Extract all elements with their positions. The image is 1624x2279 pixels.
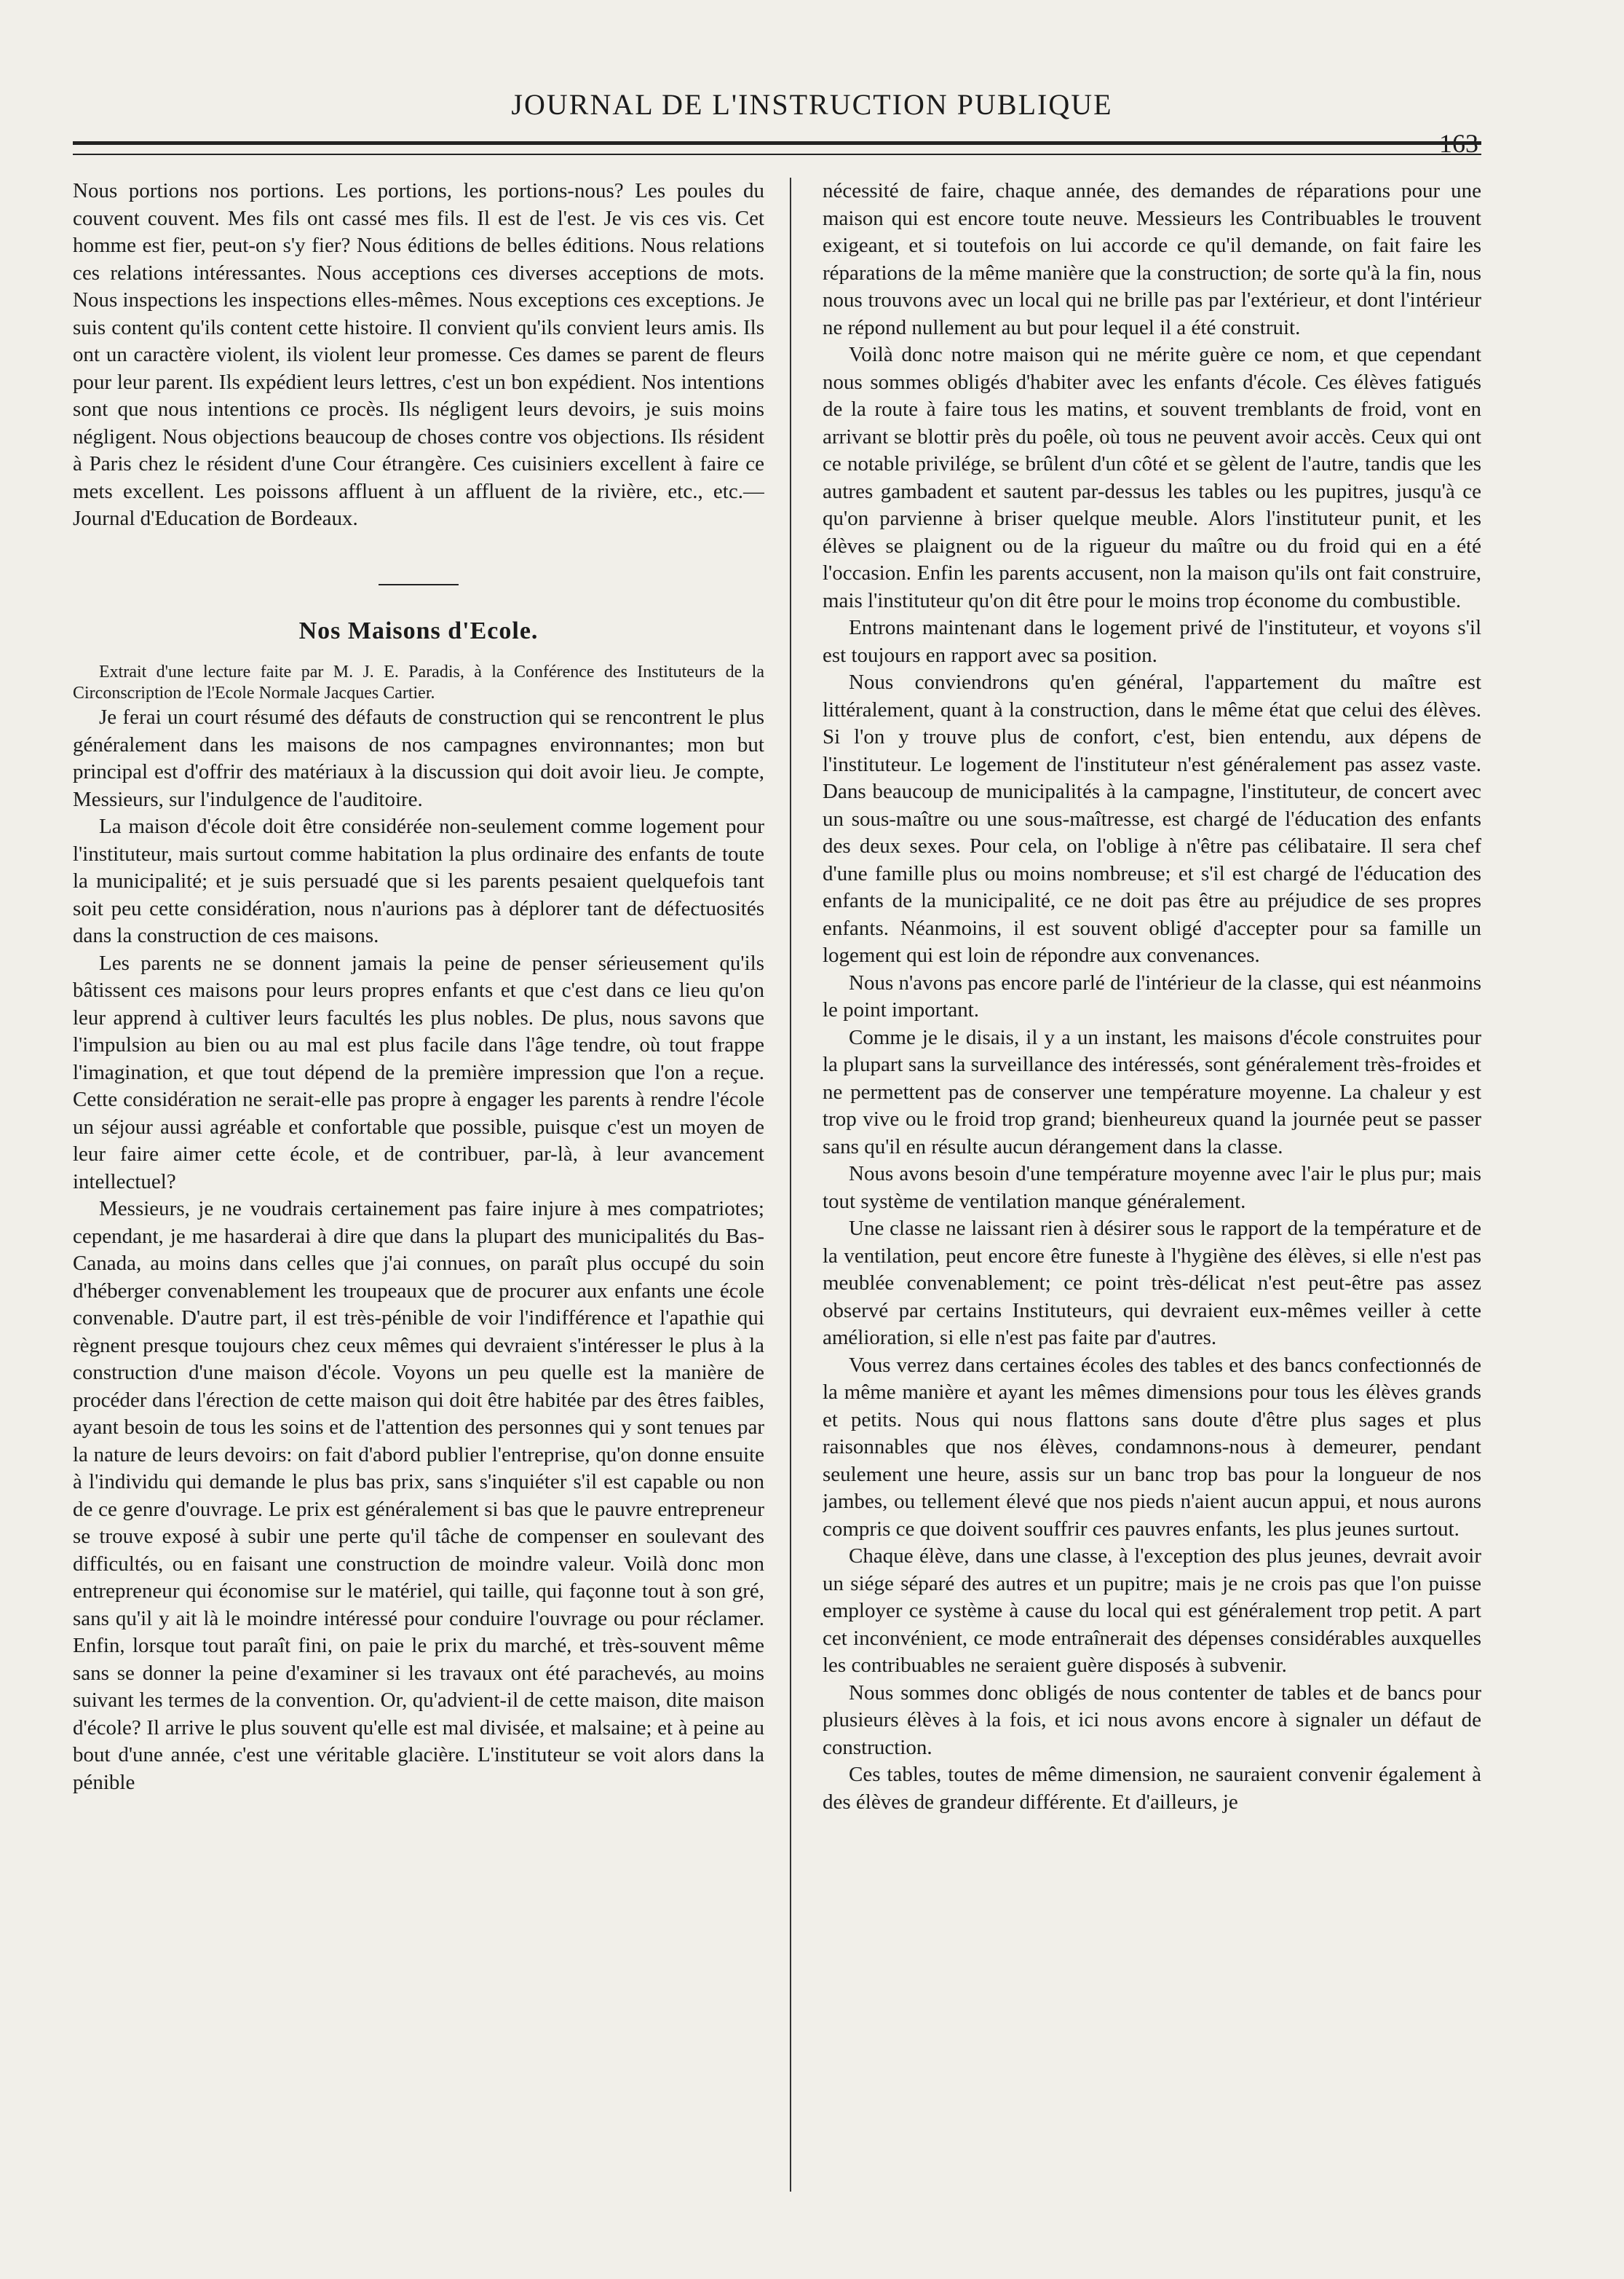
article-paragraph: Nous sommes donc obligés de nous contenter de tables et de bancs pour plusieurs élèves à la fois, et ici nous avons encore à signaler un défaut de construction. [823,1680,1481,1759]
article-paragraph: Vous verrez dans certaines écoles des tables et des bancs confectionnés de la même manière et ayant les mêmes dimensions pour tous les élèves grands et petits. Nous qui nous flattons sans doute d'être plus sages et plus raisonnables que nos élèves, condamnons-nous à demeurer, pendant seulement une heure, assis sur un banc trop bas pour la longueur de nos jambes, ou tellement élevé que nos pieds n'aient aucun appui, et nous aurons compris ce que doivent souffrir ces pauvres enfants, les plus jeunes surtout. [823,1353,1481,1541]
article-paragraph: Je ferai un court résumé des défauts de construction qui se rencontrent le plus généralement dans les maisons de nos campagnes environnantes; mon but principal est d'offrir des matériaux à la discussion qui doit avoir lieu. Je compte, Messieurs, sur l'indulgence de l'auditoire. [73,706,764,811]
left-column [73,178,764,2192]
article-paragraph: Les parents ne se donnent jamais la peine de penser sérieusement qu'ils bâtissent ces maisons pour leurs propres enfants et que c'est dans ce lieu qu'on leur apprend à cultiver leurs facultés les plus nobles. De plus, nous savons que l'impulsion au bien ou au mal est plus facile dans l'âge tendre, où tout frappe l'imagination, et que tout dépend de la première impression que l'on a reçue. Cette considération ne serait-elle pas propre à engager les parents à rendre l'école un séjour aussi agréable et confortable que possible, puisque c'est un moyen de leur faire aimer cette école, et de contribuer, par-là, à leur avancement intellectuel? [73,951,764,1193]
section-separator [379,584,459,585]
page-number: 163 [1439,129,1478,158]
article-paragraph: La maison d'école doit être considérée non-seulement comme logement pour l'instituteur, mais surtout comme habitation la plus ordinaire des enfants de toute la municipalité; et je suis persuadé que si les parents pesaient quelquefois tant soit peu cette considération, nous n'aurions pas à déplorer tant de défectuosités dans la construction de ces maisons. [73,815,764,947]
article-paragraph: Voilà donc notre maison qui ne mérite guère ce nom, et que cependant nous sommes obligés d'habiter avec les enfants d'école. Ces élèves fatigués de la route à faire tous les matins, et souvent tremblants de froid, vont en arrivant se blottir près du poêle, où tous ne peuvent avoir accès. Ceux qui ont ce notable privilége, se brûlent d'un côté et se gèlent de l'autre, tandis que les autres gambadent et sautent par-dessus les tables ou les pupitres, jusqu'à ce qu'on parvienne à briser quelque meuble. Alors l'instituteur punit, et les élèves se plaignent ou de la rigueur du maître ou du froid qui en a été l'occasion. Enfin les parents accusent, non la maison qu'ils ont fait construire, mais l'instituteur qu'on dit être pour le moins trop économe du combustible. [823,343,1481,612]
article-paragraph: Nous avons besoin d'une température moyenne avec l'air le plus pur; mais tout système de ventilation manque généralement. [823,1162,1481,1213]
article-paragraph: Entrons maintenant dans le logement privé de l'instituteur, et voyons s'il est toujours en rapport avec sa position. [823,616,1481,667]
article-paragraph: Une classe ne laissant rien à désirer sous le rapport de la température et de la ventilation, peut encore être funeste à l'hygiène des élèves, si elle n'est pas meublée convenablement; ce point très-délicat n'est peut-être pas assez observé par certains Instituteurs, qui devraient eux-mêmes veiller à cette amélioration, si elle n'est pas faite par d'autres. [823,1217,1481,1349]
article-paragraph: Nous n'avons pas encore parlé de l'intérieur de la classe, qui est néanmoins le point important. [823,971,1481,1022]
article-paragraph: Nous conviendrons qu'en général, l'appartement du maître est littéralement, quant à la construction, dans le même état que celui des élèves. Si l'on y trouve plus de confort, c'est, bien entendu, aux dépens de l'instituteur. Le logement de l'instituteur n'est généralement pas assez vaste. Dans beaucoup de municipalités à la campagne, l'instituteur, de concert avec un sous-maître ou une sous-maîtresse, est chargé de l'éducation des enfants des deux sexes. Pour cela, on l'oblige à n'être pas célibataire. Il sera chef d'une famille plus ou moins nombreuse; et s'il est chargé de l'éducation des enfants de la municipalité, ce ne doit pas être au préjudice de ses propres enfants. Néanmoins, il est souvent obligé d'accepter pour sa famille un logement qui est loin de répondre aux convenances. [823,671,1481,967]
article-paragraph: Comme je le disais, il y a un instant, les maisons d'école construites pour la plupart sans la surveillance des intéressés, sont généralement très-froides et ne permettent pas de conserver une température moyenne. La chaleur y est trop vive ou le froid trop grand; bienheureux quand la journée peut se passer sans qu'il en résulte aucun dérangement dans la classe. [823,1025,1481,1158]
article-subtitle: Extrait d'une lecture faite par M. J. E. Paradis, à la Conférence des Instituteurs de la Circonscription de l'Ecole Normale Jacques Cartier. [73,663,764,703]
text-columns [73,178,1481,2192]
right-column [823,178,1481,2192]
column-divider [790,178,791,2192]
article-paragraph: nécessité de faire, chaque année, des demandes de réparations pour une maison qui est encore toute neuve. Messieurs les Contribuables le trouvent exigeant, et si toutefois on lui accorde ce qu'il demande, on fait faire les réparations de la même manière que la construction; de sorte qu'à la fin, nous nous trouvons avec un local qui ne brille pas par l'extérieur, et dont l'intérieur ne répond nullement au but pour lequel il a été construit. [823,179,1481,339]
header-rule [73,141,1481,155]
article-paragraph: Chaque élève, dans une classe, à l'exception des plus jeunes, devrait avoir un siége séparé des autres et un pupitre; mais je ne crois pas que l'on puisse employer ce système à cause du local qui est généralement trop petit. A part cet inconvénient, ce mode entraînerait des dépenses considérables auxquelles les contribuables ne seraient guère disposés à subvenir. [823,1544,1481,1677]
intro-paragraph: Nous portions nos portions. Les portions, les portions-nous? Les poules du couvent couvent. Mes fils ont cassé mes fils. Il est de l'est. Je vis ces vis. Cet homme est fier, peut-on s'y fier? Nous éditions de belles éditions. Nous relations ces relations intéressantes. Nous acceptions ces diverses acceptions de mots. Nous inspections les inspections elles-mêmes. Nous exceptions ces exceptions. Je suis content qu'ils content cette histoire. Il convient qu'ils convient leurs amis. Ils ont un caractère violent, ils violent leur promesse. Ces dames se parent de fleurs pour leur parent. Ils expédient leurs lettres, c'est un bon expédient. Nos intentions sont que nous intentions ce procès. Ils négligent leurs devoirs, je suis moins négligent. Nous objections beaucoup de choses contre vos objections. Ils résident à Paris chez le résident d'une Cour étrangère. Ces cuisiniers excellent à faire ce mets excellent. Les poissons affluent à un affluent de la rivière, etc., etc.—Journal d'Education de Bordeaux. [73,179,764,530]
article-paragraph: Messieurs, je ne voudrais certainement pas faire injure à mes compatriotes; cependant, je me hasarderai à dire que dans la plupart des municipalités du Bas-Canada, au moins dans celles que j'ai connues, on paraît plus occupé du soin d'héberger convenablement les troupeaux que de procurer aux enfants une école convenable. D'autre part, il est très-pénible de voir l'indifférence et l'apathie qui règnent presque toujours chez ceux mêmes qui devraient s'intéresser le plus à la construction d'une maison d'école. Voyons un peu quelle est la manière de procéder dans l'érection de cette maison qui doit être habitée par des êtres faibles, ayant besoin de tous les soins et de l'attention des personnes qui y sont tenues par la nature de leurs devoirs: on fait d'abord publier l'entreprise, qu'on donne ensuite à l'individu qui demande le plus bas prix, sans s'inquiéter s'il est capable ou non de ce genre d'ouvrage. Le prix est généralement si bas que le pauvre entrepreneur se trouve exposé à subir une perte qu'il tâche de compenser en soulevant des difficultés, ou en faisant une construction de moindre valeur. Voilà donc mon entrepreneur qui économise sur le matériel, qui taille, qui façonne tout à son gré, sans qu'il y ait là le moindre intéressé pour conduire l'ouvrage ou pour réclamer. Enfin, lorsque tout paraît fini, on paie le prix du marché, et très-souvent même sans se donner la peine d'examiner si les travaux ont été parachevés, au moins suivant les termes de la convention. Or, qu'advient-il de cette maison, dite maison d'école? Il arrive le plus souvent qu'elle est mal divisée, et malsaine; et à peine au bout d'une année, c'est une véritable glacière. L'instituteur se voit alors dans la pénible [73,1197,764,1794]
article-paragraph: Ces tables, toutes de même dimension, ne sauraient convenir également à des élèves de grandeur différente. Et d'ailleurs, je [823,1763,1481,1814]
running-title: JOURNAL DE L'INSTRUCTION PUBLIQUE [511,88,1113,121]
article-title: Nos Maisons d'Ecole. [298,617,539,644]
